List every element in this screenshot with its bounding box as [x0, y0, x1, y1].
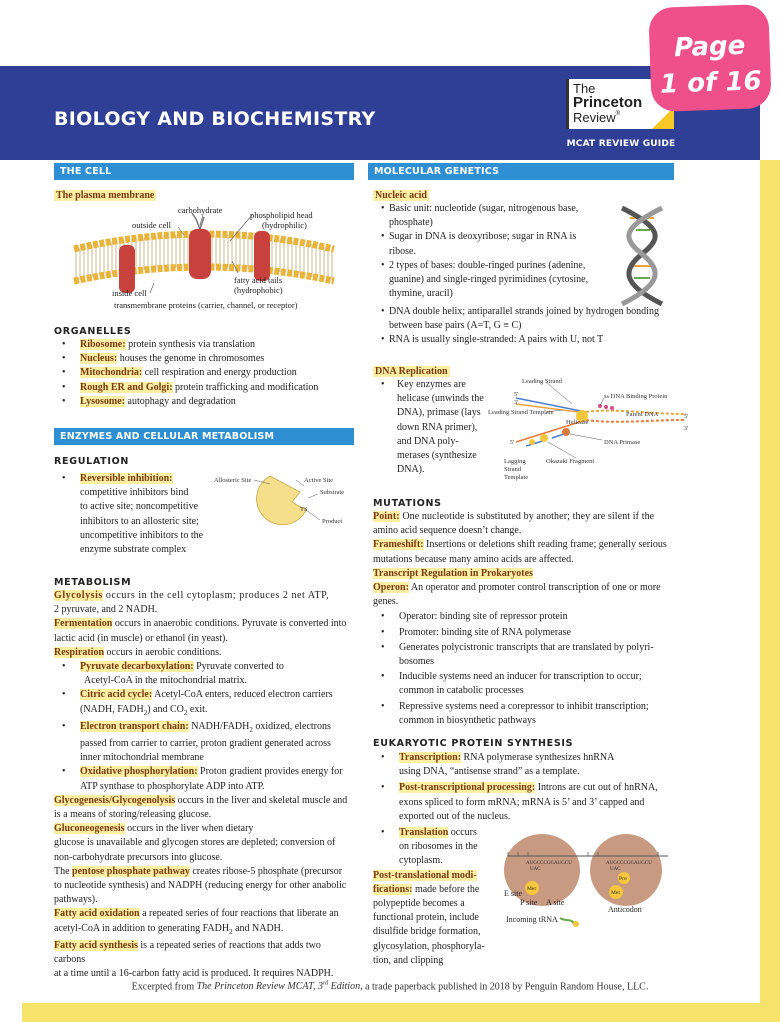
label-okazaki: Okazaki Fragment: [546, 458, 595, 465]
plasma-membrane-diagram: [54, 201, 354, 313]
yellow-frame-bottom: [22, 1003, 780, 1022]
label-ssdna-binding: ss DNA Binding Protein: [604, 393, 668, 400]
pentose-pre: The: [54, 865, 73, 877]
footer-post: a trade paperback published in 2018 by Penguin Random House, LLC.: [362, 981, 649, 993]
nucleic-item: [373, 333, 673, 347]
header-band: [0, 66, 760, 160]
operon-item: [373, 641, 673, 655]
fermentation-text: occurs in anaerobic conditions. Pyruvate is converted into: [112, 618, 347, 630]
glycogen-term: Glycogenesis/Glycogenolysis: [54, 794, 176, 806]
citric-part-b: ) and CO: [147, 703, 184, 715]
footer-book-title: The Princeton Review MCAT, 3: [196, 981, 323, 993]
replication-bullet: [373, 378, 493, 392]
mutations-block: [373, 510, 673, 728]
label-5prime: 5': [510, 440, 515, 446]
inside-cell-pointer: [150, 283, 154, 293]
organelle-term: Ribosome:: [80, 339, 126, 350]
carbohydrate-chain: [192, 213, 204, 229]
organelles-heading: ORGANELLES: [54, 326, 132, 337]
transcription-text: RNA polymerase synthesizes hnRNA: [461, 752, 615, 763]
eukaryotic-heading: EUKARYOTIC PROTEIN SYNTHESIS: [373, 738, 574, 749]
replication-line: and DNA poly-: [397, 435, 459, 447]
fermentation-line-2: lactic acid (in muscle) or ethanol (in yeast).: [54, 632, 228, 644]
subscript-2: 2: [183, 708, 188, 717]
fao-line: [54, 907, 354, 921]
operon-item: [373, 700, 673, 714]
badge-line-1: Page: [673, 30, 746, 64]
fermentation-term: Fermentation: [54, 618, 113, 630]
posttl-text: made before the: [412, 883, 480, 895]
organelle-term: Lysosome:: [80, 395, 125, 407]
fao-term: Fatty acid oxidation: [54, 908, 140, 920]
nucleic-text: 2 types of bases: double-ringed purines (adenine,: [389, 259, 586, 271]
section-bar-enzymes: ENZYMES AND CELLULAR METABOLISM: [54, 428, 354, 445]
etc-part-b: oxidized, electrons: [252, 720, 331, 732]
label-5prime: 5': [684, 414, 689, 420]
guide-label: MCAT REVIEW GUIDE: [566, 139, 676, 149]
reversible-bullet: [54, 472, 224, 486]
operon-item: [373, 670, 673, 684]
metabolism-heading: METABOLISM: [54, 577, 132, 588]
ribosome-diagram: [498, 826, 676, 930]
etc-line-3: inner mitochondrial membrane: [80, 752, 204, 764]
posttl-cont: disulfide bridge formation,: [373, 926, 481, 938]
organelle-desc: houses the genome in chromosomes: [117, 353, 265, 365]
point-term: Point:: [373, 511, 400, 522]
fas-line-2: at a time until a 16-carbon fatty acid is produced. It requires NADPH.: [54, 968, 334, 980]
label-outside-cell: outside cell: [132, 220, 171, 230]
citric-line-2: [54, 703, 354, 720]
reversible-term: Reversible inhibition:: [80, 473, 173, 484]
logo-the: The: [573, 81, 596, 96]
label-helicase: Helicase: [566, 419, 589, 426]
label-3prime: 3': [684, 426, 689, 432]
label-active-site: Active Site: [304, 477, 334, 484]
fermentation-line: [54, 617, 354, 631]
fao-part-a: acetyl-CoA in addition to generating FADH: [54, 922, 230, 934]
footer-pre: Excerpted from: [131, 981, 197, 993]
logo-rule: [566, 79, 569, 129]
nucleic-item: [373, 259, 613, 273]
translation-line-2: on ribosomes in the: [399, 841, 478, 853]
protein-2: [189, 229, 211, 279]
gluconeo-text: occurs in the liver when dietary: [124, 823, 254, 835]
glycolysis-term: Glycolysis: [54, 590, 103, 601]
nucleic-list-top: [373, 202, 613, 301]
citric-bullet: [54, 688, 354, 702]
subscript-2: 2: [143, 708, 148, 717]
posttl-cont: tion, and clipping: [373, 954, 444, 966]
fas-line: [54, 939, 354, 967]
etc-term: Electron transport chain:: [80, 720, 189, 732]
reversible-line: to active site; noncompetitive: [80, 501, 199, 513]
nucleic-cont: ribose.: [389, 245, 416, 257]
nucleic-cont: phosphate): [389, 217, 433, 229]
label-fatty-acid-tails: fatty acid tails: [234, 275, 283, 285]
label-lagging-1: Lagging: [504, 458, 526, 465]
organelle-item: [54, 395, 354, 409]
citric-part-a: (NADH, FADH: [80, 703, 144, 715]
nucleic-item: [373, 230, 613, 244]
label-p-site: P site: [520, 898, 538, 907]
logo-review-word: Review: [573, 110, 616, 125]
logo-review: [573, 111, 620, 124]
enzyme-diagram: [212, 470, 352, 532]
oxphos-line-2: ATP synthase to phosphorylate ADP into ATP.: [80, 780, 265, 792]
operon-item-cont: common in biosynthetic pathways: [399, 714, 536, 726]
pyruvate-term: Pyruvate decarboxylation:: [80, 661, 194, 673]
pentose-line-3: pathways).: [54, 894, 98, 906]
operon-text: An operator and promoter control transcription of one or more: [408, 582, 661, 594]
reversible-line: inhibitors to an allosteric site;: [80, 515, 199, 527]
subscript-2: 2: [249, 725, 253, 734]
operon-item: [373, 610, 673, 624]
label-allosteric-site: Allosteric Site: [214, 477, 252, 484]
codon-sequence-left: AUGCCCGGAUGCU: [526, 861, 572, 866]
replication-heading: [373, 361, 450, 379]
glycogen-line: [54, 794, 354, 808]
footer-citation: [0, 981, 780, 992]
label-lagging-3: Template: [504, 474, 529, 481]
operon-term: Operon:: [373, 582, 409, 594]
glycolysis-line: [54, 589, 354, 603]
etc-line-2: passed from carrier to carrier, proton gradient generated across: [80, 738, 331, 750]
gluconeo-line-2: glucose is unavailable and glycogen stores are depleted; conversion of: [54, 837, 336, 849]
protein-3: [254, 231, 270, 281]
replication-line: merases (synthesize: [397, 450, 477, 462]
active-pointer: [296, 480, 304, 486]
page-title: BIOLOGY AND BIOCHEMISTRY: [54, 108, 376, 130]
respiration-text: occurs in aerobic conditions.: [104, 646, 222, 658]
operon-item-text: Generates polycistronic transcripts that are translated by polyri-: [399, 641, 654, 653]
citric-term: Citric acid cycle:: [80, 689, 153, 701]
posttx-text: Introns are cut out of hnRNA,: [535, 782, 658, 794]
citric-part-c: exit.: [187, 703, 208, 715]
gluconeo-line: [54, 822, 354, 836]
frameshift-term: Frameshift:: [373, 539, 424, 551]
label-substrate: Substrate: [320, 489, 345, 496]
operon-item-text: Promoter: binding site of RNA polymerase: [399, 626, 571, 638]
enzyme-shape: [257, 476, 306, 525]
organelle-term: Nucleus:: [80, 353, 118, 365]
met-residue: Met: [527, 886, 536, 892]
yellow-frame-right: [760, 160, 780, 1022]
substrate-pointer: [308, 494, 318, 498]
label-lagging-2: Strand: [504, 466, 521, 473]
label-5prime: 5': [514, 392, 519, 398]
operon-item-cont: bosomes: [399, 656, 434, 668]
pentose-line: [54, 865, 354, 879]
nucleic-item: [373, 305, 673, 319]
operon-item-text: Operator: binding site of repressor protein: [399, 611, 568, 623]
label-leading-template: Leading Strand Template: [488, 409, 554, 416]
nucleic-cont: guanine) and single-ringed pyrimidines (cytosine,: [389, 274, 589, 286]
nucleic-cont: thymine, uracil): [389, 288, 453, 300]
pentose-term: pentose phosphate pathway: [72, 865, 190, 877]
citric-text: Acetyl-CoA enters, reduced electron carriers: [152, 689, 333, 701]
point-line: [373, 510, 673, 524]
organelle-item: [54, 338, 354, 352]
protein-1: [119, 245, 135, 293]
organelle-item: [54, 352, 354, 366]
gluconeo-term: Gluconeogenesis: [54, 823, 125, 835]
posttx-bullet: [373, 781, 673, 795]
replication-text: [373, 378, 493, 477]
label-phospholipid-head: phospholipid head: [250, 210, 313, 220]
replication-line: DNA), primase (lays: [397, 407, 481, 419]
label-ts: TS: [300, 506, 308, 513]
badge-line-2: 1 of 16: [659, 66, 763, 100]
organelle-item: [54, 366, 354, 380]
posttl-term-1: Post-translational modi-: [373, 869, 477, 881]
label-3prime: 3': [514, 400, 519, 406]
nucleic-text: Sugar in DNA is deoxyribose; sugar in RNA is: [389, 231, 577, 243]
label-e-site: E site: [504, 889, 522, 898]
membrane-heading-text: The plasma membrane: [56, 190, 155, 201]
glycogen-text: occurs in the liver and skeletal muscle and: [175, 794, 348, 806]
posttx-line-2: exons spliced to form mRNA; mRNA is 5’ and 3’ capped and: [399, 796, 645, 808]
oxphos-text: Proton gradient provides energy for: [197, 766, 343, 778]
transcript-reg-text: Transcript Regulation in Prokaryotes: [373, 567, 533, 579]
translation-term: Translation: [399, 827, 449, 839]
etc-part-a: NADH/FADH: [188, 720, 250, 732]
pentose-text: creates ribose-5 phosphate (precursor: [189, 865, 343, 877]
point-line-2: amino acid sequence doesn’t change.: [373, 525, 522, 537]
pyruvate-line-2: Acetyl-CoA in the mitochondrial matrix.: [84, 675, 248, 687]
posttl-cont: polypeptide becomes a: [373, 898, 465, 910]
label-hydrophilic: (hydrophilic): [262, 220, 307, 230]
nucleic-text: Basic unit: nucleotide (sugar, nitrogenous base,: [389, 203, 579, 214]
replication-line: DNA).: [397, 464, 425, 476]
frameshift-line-2: mutations because many amino acids are affected.: [373, 553, 574, 565]
logo-registered-mark: ®: [615, 111, 621, 117]
replication-line: helicase (unwinds the: [397, 393, 484, 405]
fao-line-2: [54, 922, 354, 939]
codon-sequence-right: AUGCCCGGAUGCU: [606, 861, 652, 866]
reversible-line: enzyme substrate complex: [80, 544, 187, 556]
fao-text: a repeated series of four reactions that liberate an: [139, 908, 339, 920]
fas-term: Fatty acid synthesis: [54, 939, 138, 951]
label-dna-primase: DNA Primase: [604, 439, 641, 446]
mutations-heading: MUTATIONS: [373, 498, 442, 509]
nucleic-list-bottom: [373, 305, 673, 348]
gluconeo-line-3: non-carbohydrate precursors into glucose.: [54, 851, 223, 863]
nucleic-text: DNA double helix; antiparallel strands joined by hydrogen bonding: [389, 306, 659, 317]
label-carbohydrate: carbohydrate: [178, 205, 223, 215]
label-incoming-trna: Incoming tRNA: [506, 915, 558, 924]
posttx-term: Post-transcriptional processing:: [399, 782, 536, 794]
transcription-line-2: using DNA, “antisense strand” as a template.: [399, 766, 580, 778]
reversible-line: competitive inhibitors bind: [80, 487, 189, 499]
respiration-line: [54, 646, 354, 660]
oxphos-bullet: [54, 765, 354, 779]
glycolysis-text: occurs in the cell cytoplasm; produces 2 net ATP,: [102, 590, 330, 601]
label-transmembrane: transmembrane proteins (carrier, channel, or receptor): [114, 300, 298, 310]
organelle-term: Mitochondria:: [80, 367, 143, 379]
label-inside-cell: inside cell: [112, 288, 147, 298]
posttl-term-2: fications:: [373, 883, 413, 895]
regulation-heading: REGULATION: [54, 456, 130, 467]
oxphos-term: Oxidative phosphorylation:: [80, 766, 198, 778]
nucleic-text: RNA is usually single-stranded: A pairs with U, not T: [389, 334, 604, 346]
label-leading-strand: Leading Strand: [522, 378, 562, 385]
frameshift-text: Insertions or deletions shift reading frame; generally serious: [423, 539, 667, 551]
subscript-2: 2: [229, 927, 233, 936]
glycogen-line-2: is a means of storing/releasing glucose.: [54, 809, 212, 821]
label-hydrophobic: (hydrophobic): [234, 285, 283, 295]
organelles-list: [54, 338, 354, 409]
reversible-line: uncompetitive inhibitors to the: [80, 529, 204, 541]
section-bar-cell: THE CELL: [54, 163, 354, 180]
transcription-term: Transcription:: [399, 752, 462, 763]
posttl-cont: glycosylation, phosphoryla-: [373, 940, 485, 952]
page-badge: [648, 4, 772, 112]
nucleic-item: [373, 202, 613, 216]
reversible-inhibition: [54, 472, 224, 557]
nucleic-heading: [373, 185, 429, 203]
organelle-item: [54, 381, 354, 395]
posttx-line-3: exported out of the nucleus.: [399, 810, 511, 822]
operon-item: [373, 626, 673, 640]
glycolysis-line-2: 2 pyruvate, and 2 NADH.: [54, 604, 158, 616]
respiration-term: Respiration: [54, 646, 104, 658]
organelle-desc: autophagy and degradation: [125, 395, 236, 407]
footer-superscript: rd: [323, 981, 329, 987]
fas-text: is a repeated series of reactions that adds two carbons: [54, 939, 321, 966]
operon-item-text: Inducible systems need an inducer for transcription to occur;: [399, 671, 642, 683]
transcription-bullet: [373, 751, 673, 765]
metabolism-block: [54, 589, 354, 981]
pyruvate-text: Pyruvate converted to: [193, 661, 284, 673]
transcript-reg-heading: [373, 567, 673, 581]
anticodon-right: UAC: [610, 867, 621, 872]
replication-fork-diagram: [486, 374, 696, 486]
label-anticodon: Anticodon: [608, 905, 642, 914]
replication-heading-text: DNA Replication: [375, 366, 448, 377]
replication-line: down RNA primer),: [397, 421, 478, 433]
point-text: One nucleotide is substituted by another; they are silent if the: [399, 511, 655, 522]
dna-helix-icon: [614, 204, 670, 308]
operon-item-cont: common in catabolic processes: [399, 685, 524, 697]
operon-item-text: Repressive systems need a corepressor to inhibit transcription;: [399, 700, 649, 712]
label-a-site: A site: [546, 898, 565, 907]
section-bar-molecular: MOLECULAR GENETICS: [368, 163, 674, 180]
organelle-desc: protein synthesis via translation: [125, 339, 255, 350]
met-residue-right: Met: [611, 890, 620, 896]
organelle-term: Rough ER and Golgi:: [80, 381, 173, 393]
nucleic-cont: between base pairs (A=T, G ≡ C): [389, 320, 522, 332]
operon-line: [373, 581, 673, 595]
pentose-line-2: to nucleotide synthesis) and NADPH (reducing energy for other anabolic: [54, 880, 347, 892]
logo-princeton: Princeton: [573, 94, 643, 111]
pro-residue: Pro: [619, 876, 627, 882]
nucleic-heading-text: Nucleic acid: [375, 190, 427, 201]
anticodon-left: UAC: [530, 867, 541, 872]
label-product: Product: [322, 518, 343, 525]
product-pointer: [306, 510, 320, 520]
etc-bullet: [54, 720, 354, 737]
footer-edition: Edition,: [328, 981, 363, 993]
fao-part-b: and NADH.: [232, 922, 284, 934]
replication-line: Key enzymes are: [397, 379, 466, 390]
organelle-desc: cell respiration and energy production: [142, 367, 297, 379]
posttl-cont: functional protein, include: [373, 912, 479, 924]
label-parent-dna: Parent DNA: [626, 411, 659, 418]
translation-text: occurs: [448, 827, 477, 839]
organelle-desc: protein trafficking and modification: [172, 381, 319, 393]
pyruvate-bullet: [54, 660, 354, 674]
frameshift-line: [373, 538, 673, 552]
operon-line-2: genes.: [373, 596, 399, 608]
translation-line-3: cytoplasm.: [399, 855, 443, 867]
